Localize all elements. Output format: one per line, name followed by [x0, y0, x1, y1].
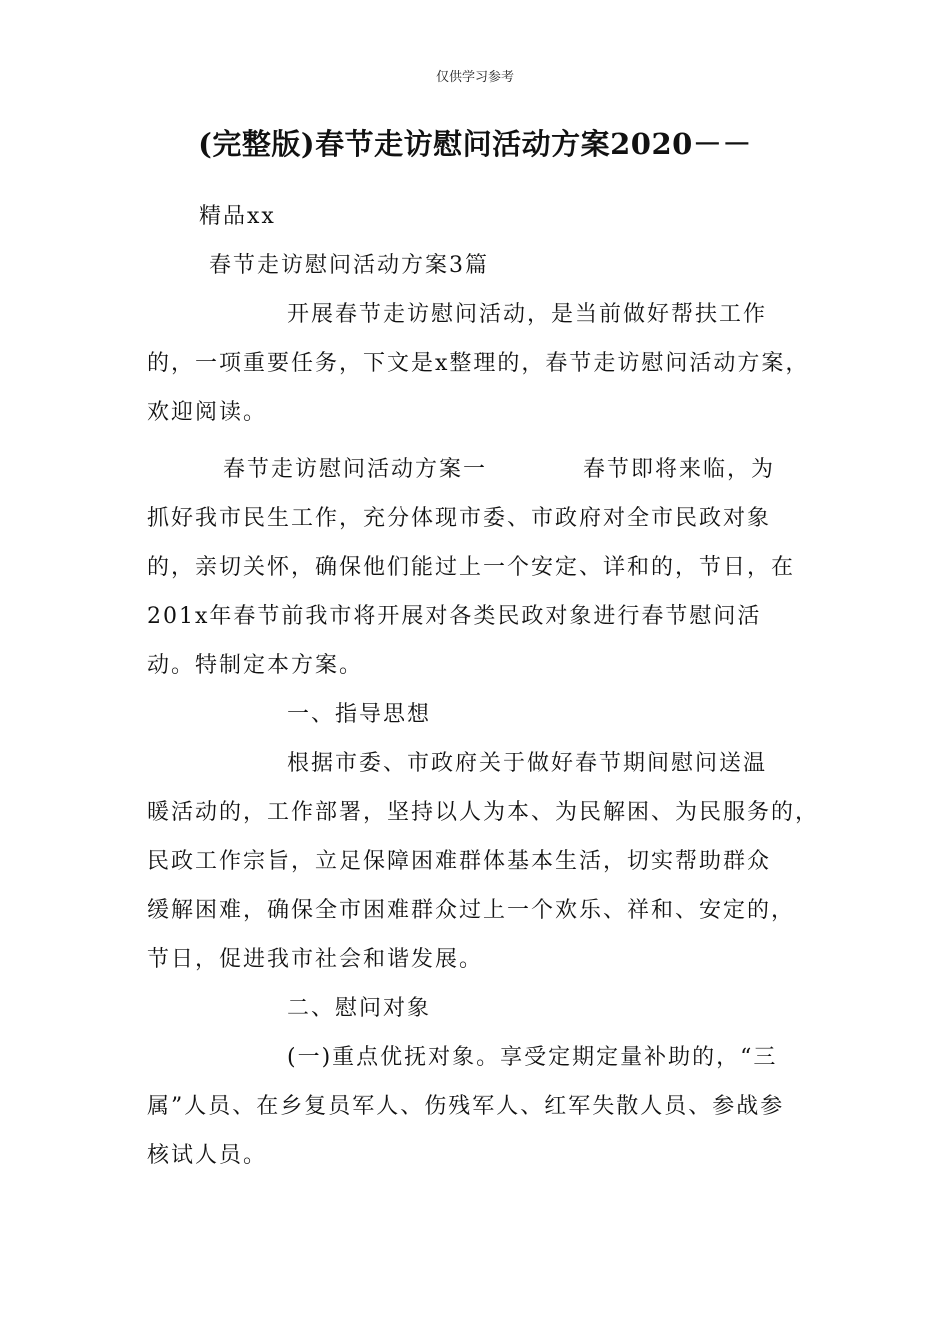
header-note: 仅供学习参考: [435, 70, 514, 85]
body-line: 暖活动的，工作部署，坚持以人为本、为民解困、为民服务的，: [147, 800, 820, 825]
body-line: 开展春节走访慰问活动，是当前做好帮扶工作: [287, 302, 768, 327]
section-heading: 一、指导思想: [287, 702, 432, 727]
body-line: 根据市委、市政府关于做好春节期间慰问送温: [287, 751, 768, 776]
body-line: 节日，促进我市社会和谐发展。: [147, 947, 484, 972]
body-line: 201x年春节前我市将开展对各类民政对象进行春节慰问活: [147, 604, 762, 629]
body-line: 的，亲切关怀，确保他们能过上一个安定、详和的，节日，在: [147, 555, 796, 580]
document-title: (完整版)春节走访慰问活动方案2020－－: [198, 127, 752, 161]
body-line: 民政工作宗旨，立足保障困难群体基本生活，切实帮助群众: [147, 849, 772, 874]
body-line: 的，一项重要任务，下文是x整理的，春节走访慰问活动方案，: [147, 351, 810, 376]
body-text: 春节即将来临，为: [583, 457, 776, 482]
section-heading-plan-one: 春节走访慰问活动方案一: [223, 457, 488, 482]
body-line: 春节走访慰问活动方案3篇: [209, 253, 489, 278]
document-body: [147, 192, 820, 1180]
body-line: (一)重点优抚对象。享受定期定量补助的，“三: [287, 1045, 778, 1070]
body-line: 缓解困难，确保全市困难群众过上一个欢乐、祥和、安定的，: [147, 898, 796, 923]
body-line: 属”人员、在乡复员军人、伤残军人、红军失散人员、参战参: [147, 1094, 785, 1119]
body-line: 核试人员。: [147, 1143, 268, 1168]
body-line: 欢迎阅读。: [147, 400, 268, 425]
body-line: [147, 445, 812, 494]
section-heading: 二、慰问对象: [287, 996, 432, 1021]
body-line: 动。特制定本方案。: [147, 653, 364, 678]
body-line: 抓好我市民生工作，充分体现市委、市政府对全市民政对象: [147, 506, 772, 531]
body-line: 精品xx: [199, 204, 276, 229]
